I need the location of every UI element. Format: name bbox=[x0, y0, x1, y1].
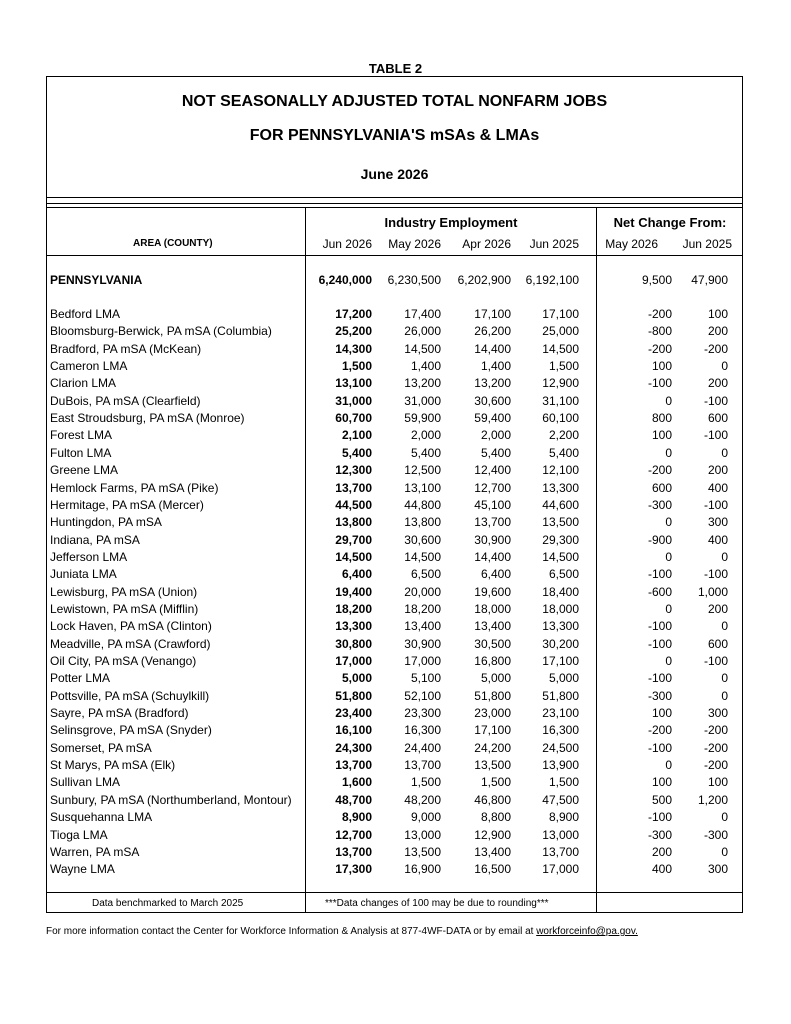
table-row bbox=[47, 446, 742, 463]
table-row bbox=[47, 533, 742, 550]
change-from-may-2026: 9,500 bbox=[641, 273, 672, 287]
value-may-2026: 44,800 bbox=[404, 497, 441, 512]
change-from-jun-2025: 200 bbox=[707, 376, 728, 391]
change-from-may-2026: -600 bbox=[647, 584, 672, 599]
value-jun-2025: 1,500 bbox=[548, 775, 579, 790]
value-jun-2025: 5,000 bbox=[548, 671, 579, 686]
table-row bbox=[47, 706, 742, 723]
value-jun-2025: 13,000 bbox=[542, 827, 579, 842]
value-may-2026: 9,000 bbox=[410, 810, 441, 825]
change-from-may-2026: 100 bbox=[651, 775, 672, 790]
value-may-2026: 1,400 bbox=[410, 359, 441, 374]
change-from-jun-2025: -100 bbox=[703, 567, 728, 582]
row-area: Huntingdon, PA mSA bbox=[50, 515, 162, 530]
value-jun-2026: 14,500 bbox=[335, 549, 372, 564]
change-from-may-2026: -300 bbox=[647, 688, 672, 703]
value-jun-2026: 5,000 bbox=[341, 671, 372, 686]
value-jun-2026: 13,700 bbox=[335, 758, 372, 773]
row-area: Lewistown, PA mSA (Mifflin) bbox=[50, 601, 199, 616]
period-title: June 2026 bbox=[360, 166, 429, 182]
value-jun-2025: 60,100 bbox=[542, 411, 579, 426]
row-area: Cameron LMA bbox=[50, 359, 128, 374]
change-from-may-2026: -900 bbox=[647, 532, 672, 547]
title-line-2: FOR PENNSYLVANIA'S mSAs & LMAs bbox=[249, 127, 540, 144]
value-jun-2026: 2,100 bbox=[341, 428, 372, 443]
change-from-may-2026: -800 bbox=[647, 324, 672, 339]
value-jun-2025: 13,300 bbox=[542, 619, 579, 634]
value-apr-2026: 16,500 bbox=[474, 862, 511, 877]
value-may-2026: 6,230,500 bbox=[387, 273, 441, 287]
row-area: Hemlock Farms, PA mSA (Pike) bbox=[50, 480, 219, 495]
change-from-jun-2025: -200 bbox=[703, 758, 728, 773]
value-apr-2026: 26,200 bbox=[474, 324, 511, 339]
change-from-may-2026: -100 bbox=[647, 376, 672, 391]
table-row bbox=[47, 637, 742, 654]
value-apr-2026: 14,400 bbox=[474, 549, 511, 564]
row-area: Sunbury, PA mSA (Northumberland, Montour) bbox=[50, 792, 292, 807]
value-may-2026: 13,000 bbox=[404, 827, 441, 842]
value-jun-2026: 17,300 bbox=[335, 862, 372, 877]
value-may-2026: 30,600 bbox=[404, 532, 441, 547]
value-jun-2026: 48,700 bbox=[335, 792, 372, 807]
row-area: Juniata LMA bbox=[50, 567, 117, 582]
table-label: TABLE 2 bbox=[368, 61, 423, 76]
change-from-may-2026: 600 bbox=[651, 480, 672, 495]
change-from-may-2026: 0 bbox=[665, 549, 672, 564]
row-area: East Stroudsburg, PA mSA (Monroe) bbox=[50, 411, 245, 426]
change-from-jun-2025: 0 bbox=[721, 359, 728, 374]
value-may-2026: 13,700 bbox=[404, 758, 441, 773]
table-row bbox=[47, 671, 742, 688]
value-apr-2026: 24,200 bbox=[474, 740, 511, 755]
row-area: Tioga LMA bbox=[50, 827, 108, 842]
value-may-2026: 59,900 bbox=[404, 411, 441, 426]
col-header-apr-2026: Apr 2026 bbox=[462, 237, 511, 251]
row-area: Greene LMA bbox=[50, 463, 119, 478]
row-area: Bradford, PA mSA (McKean) bbox=[50, 341, 202, 356]
table-row bbox=[47, 585, 742, 602]
change-from-jun-2025: 300 bbox=[707, 862, 728, 877]
value-apr-2026: 13,400 bbox=[474, 619, 511, 634]
value-jun-2026: 1,500 bbox=[341, 359, 372, 374]
value-apr-2026: 17,100 bbox=[474, 307, 511, 321]
change-from-may-2026: -200 bbox=[647, 307, 672, 321]
value-apr-2026: 16,800 bbox=[474, 654, 511, 668]
change-from-jun-2025: -300 bbox=[703, 827, 728, 842]
table-row bbox=[47, 515, 742, 532]
value-jun-2026: 6,240,000 bbox=[318, 273, 372, 287]
value-jun-2026: 17,000 bbox=[335, 654, 372, 668]
value-may-2026: 13,200 bbox=[404, 376, 441, 391]
value-jun-2026: 14,300 bbox=[335, 341, 372, 356]
value-jun-2025: 13,900 bbox=[542, 758, 579, 773]
change-from-may-2026: -200 bbox=[647, 341, 672, 356]
col-header-may-2026: May 2026 bbox=[388, 237, 441, 251]
value-apr-2026: 30,600 bbox=[474, 393, 511, 408]
value-apr-2026: 13,700 bbox=[474, 515, 511, 530]
change-from-may-2026: 100 bbox=[651, 706, 672, 721]
table-row bbox=[47, 411, 742, 428]
value-jun-2026: 51,800 bbox=[335, 688, 372, 703]
value-may-2026: 26,000 bbox=[404, 324, 441, 339]
value-jun-2025: 25,000 bbox=[542, 324, 579, 339]
value-jun-2025: 6,500 bbox=[548, 567, 579, 582]
value-may-2026: 5,100 bbox=[410, 671, 441, 686]
value-jun-2025: 17,000 bbox=[542, 862, 579, 877]
row-area: Sayre, PA mSA (Bradford) bbox=[50, 706, 189, 721]
value-may-2026: 13,400 bbox=[404, 619, 441, 634]
table-row bbox=[47, 602, 742, 619]
row-area: Bedford LMA bbox=[50, 307, 121, 321]
value-apr-2026: 5,000 bbox=[480, 671, 511, 686]
row-area: Forest LMA bbox=[50, 428, 113, 443]
change-from-jun-2025: 600 bbox=[707, 636, 728, 651]
value-jun-2026: 30,800 bbox=[335, 636, 372, 651]
value-jun-2025: 12,100 bbox=[542, 463, 579, 478]
value-may-2026: 13,500 bbox=[404, 844, 441, 859]
table-row bbox=[47, 324, 742, 341]
table-row bbox=[47, 775, 742, 792]
value-may-2026: 20,000 bbox=[404, 584, 441, 599]
value-may-2026: 48,200 bbox=[404, 792, 441, 807]
value-jun-2025: 44,600 bbox=[542, 497, 579, 512]
value-jun-2026: 12,700 bbox=[335, 827, 372, 842]
row-area: Clarion LMA bbox=[50, 376, 117, 391]
col-header-change-jun-2025: Jun 2025 bbox=[682, 237, 732, 251]
change-from-may-2026: 0 bbox=[665, 515, 672, 530]
row-area: Hermitage, PA mSA (Mercer) bbox=[50, 497, 204, 512]
change-from-jun-2025: -100 bbox=[703, 393, 728, 408]
contact-text: For more information contact the Center for Workforce Information & Analysis at 877-4WF-DATA or by email at bbox=[46, 926, 537, 937]
value-jun-2026: 24,300 bbox=[335, 740, 372, 755]
value-jun-2025: 17,100 bbox=[542, 654, 579, 668]
change-from-jun-2025: 1,200 bbox=[697, 792, 728, 807]
change-from-may-2026: -300 bbox=[647, 497, 672, 512]
value-may-2026: 13,800 bbox=[404, 515, 441, 530]
value-may-2026: 52,100 bbox=[404, 688, 441, 703]
row-area: Wayne LMA bbox=[50, 862, 115, 877]
title-divider bbox=[47, 197, 742, 198]
value-may-2026: 31,000 bbox=[404, 393, 441, 408]
value-may-2026: 6,500 bbox=[410, 567, 441, 582]
value-jun-2025: 8,900 bbox=[548, 810, 579, 825]
value-jun-2026: 13,700 bbox=[335, 480, 372, 495]
value-jun-2026: 13,300 bbox=[335, 619, 372, 634]
value-may-2026: 5,400 bbox=[410, 445, 441, 460]
state-row bbox=[47, 273, 742, 290]
table-row bbox=[47, 463, 742, 480]
table-row bbox=[47, 862, 742, 879]
table-frame bbox=[46, 76, 743, 913]
value-apr-2026: 8,800 bbox=[480, 810, 511, 825]
value-jun-2025: 14,500 bbox=[542, 549, 579, 564]
value-may-2026: 17,000 bbox=[404, 654, 441, 668]
table-row bbox=[47, 567, 742, 584]
value-may-2026: 24,400 bbox=[404, 740, 441, 755]
value-apr-2026: 14,400 bbox=[474, 341, 511, 356]
title-divider-3 bbox=[47, 207, 742, 208]
value-jun-2025: 18,000 bbox=[542, 601, 579, 616]
value-apr-2026: 23,000 bbox=[474, 706, 511, 721]
change-from-jun-2025: -100 bbox=[703, 428, 728, 443]
table-row bbox=[47, 481, 742, 498]
benchmark-note: Data benchmarked to March 2025 bbox=[92, 898, 244, 909]
value-apr-2026: 17,100 bbox=[474, 723, 511, 738]
change-from-jun-2025: 400 bbox=[707, 480, 728, 495]
change-from-may-2026: 0 bbox=[665, 445, 672, 460]
change-from-jun-2025: -200 bbox=[703, 341, 728, 356]
change-from-may-2026: 0 bbox=[665, 601, 672, 616]
change-from-may-2026: 0 bbox=[665, 654, 672, 668]
contact-email-link[interactable]: workforceinfo@pa.gov. bbox=[536, 926, 638, 937]
change-from-may-2026: 100 bbox=[651, 428, 672, 443]
change-from-may-2026: 800 bbox=[651, 411, 672, 426]
change-from-jun-2025: 100 bbox=[707, 775, 728, 790]
value-apr-2026: 6,202,900 bbox=[457, 273, 511, 287]
header-divider bbox=[47, 255, 742, 256]
change-from-jun-2025: -200 bbox=[703, 723, 728, 738]
row-area: PENNSYLVANIA bbox=[50, 273, 143, 287]
value-jun-2026: 18,200 bbox=[335, 601, 372, 616]
change-from-jun-2025: 600 bbox=[707, 411, 728, 426]
table-row bbox=[47, 741, 742, 758]
row-area: Pottsville, PA mSA (Schuylkill) bbox=[50, 688, 210, 703]
value-apr-2026: 13,500 bbox=[474, 758, 511, 773]
change-from-may-2026: -300 bbox=[647, 827, 672, 842]
value-jun-2025: 13,700 bbox=[542, 844, 579, 859]
row-area: Lock Haven, PA mSA (Clinton) bbox=[50, 619, 212, 634]
value-jun-2026: 13,100 bbox=[335, 376, 372, 391]
change-from-jun-2025: 0 bbox=[721, 844, 728, 859]
row-area: DuBois, PA mSA (Clearfield) bbox=[50, 393, 201, 408]
value-jun-2026: 5,400 bbox=[341, 445, 372, 460]
footer-divider bbox=[47, 892, 742, 893]
value-jun-2025: 31,100 bbox=[542, 393, 579, 408]
value-jun-2025: 13,500 bbox=[542, 515, 579, 530]
value-jun-2026: 44,500 bbox=[335, 497, 372, 512]
table-row bbox=[47, 758, 742, 775]
value-jun-2026: 29,700 bbox=[335, 532, 372, 547]
change-from-jun-2025: 0 bbox=[721, 810, 728, 825]
row-area: Susquehanna LMA bbox=[50, 810, 153, 825]
value-jun-2026: 13,700 bbox=[335, 844, 372, 859]
value-jun-2025: 12,900 bbox=[542, 376, 579, 391]
row-area: Somerset, PA mSA bbox=[50, 740, 152, 755]
change-from-jun-2025: 300 bbox=[707, 706, 728, 721]
table-row bbox=[47, 359, 742, 376]
value-apr-2026: 13,400 bbox=[474, 844, 511, 859]
table-row bbox=[47, 689, 742, 706]
table-row bbox=[47, 550, 742, 567]
change-from-jun-2025: 0 bbox=[721, 549, 728, 564]
table-row bbox=[47, 394, 742, 411]
change-from-jun-2025: 200 bbox=[707, 463, 728, 478]
row-area: Lewisburg, PA mSA (Union) bbox=[50, 584, 198, 599]
value-may-2026: 18,200 bbox=[404, 601, 441, 616]
change-from-may-2026: 400 bbox=[651, 862, 672, 877]
change-from-may-2026: -100 bbox=[647, 810, 672, 825]
change-from-jun-2025: 400 bbox=[707, 532, 728, 547]
value-jun-2025: 24,500 bbox=[542, 740, 579, 755]
value-may-2026: 14,500 bbox=[404, 549, 441, 564]
value-jun-2026: 23,400 bbox=[335, 706, 372, 721]
value-jun-2025: 29,300 bbox=[542, 532, 579, 547]
area-column-header: AREA (COUNTY) bbox=[133, 238, 213, 249]
table-row bbox=[47, 654, 742, 671]
change-from-jun-2025: 0 bbox=[721, 445, 728, 460]
value-may-2026: 1,500 bbox=[410, 775, 441, 790]
title-divider-2 bbox=[47, 203, 742, 204]
change-from-jun-2025: 200 bbox=[707, 324, 728, 339]
row-area: St Marys, PA mSA (Elk) bbox=[50, 758, 176, 773]
value-jun-2025: 13,300 bbox=[542, 480, 579, 495]
value-jun-2025: 14,500 bbox=[542, 341, 579, 356]
title-line-1: NOT SEASONALLY ADJUSTED TOTAL NONFARM JOBS bbox=[181, 93, 608, 110]
row-area: Indiana, PA mSA bbox=[50, 532, 140, 547]
table-row bbox=[47, 342, 742, 359]
value-jun-2025: 1,500 bbox=[548, 359, 579, 374]
value-apr-2026: 12,700 bbox=[474, 480, 511, 495]
change-from-jun-2025: -200 bbox=[703, 740, 728, 755]
value-jun-2025: 18,400 bbox=[542, 584, 579, 599]
row-area: Jefferson LMA bbox=[50, 549, 128, 564]
change-from-may-2026: -100 bbox=[647, 636, 672, 651]
value-apr-2026: 45,100 bbox=[474, 497, 511, 512]
value-apr-2026: 18,000 bbox=[474, 601, 511, 616]
value-apr-2026: 2,000 bbox=[480, 428, 511, 443]
change-from-may-2026: -100 bbox=[647, 740, 672, 755]
value-may-2026: 17,400 bbox=[404, 307, 441, 321]
table-row bbox=[47, 428, 742, 445]
value-jun-2025: 16,300 bbox=[542, 723, 579, 738]
value-jun-2026: 13,800 bbox=[335, 515, 372, 530]
value-jun-2026: 12,300 bbox=[335, 463, 372, 478]
value-jun-2026: 8,900 bbox=[341, 810, 372, 825]
change-from-may-2026: -100 bbox=[647, 567, 672, 582]
value-may-2026: 14,500 bbox=[404, 341, 441, 356]
value-apr-2026: 30,900 bbox=[474, 532, 511, 547]
value-apr-2026: 46,800 bbox=[474, 792, 511, 807]
change-from-may-2026: -100 bbox=[647, 619, 672, 634]
value-jun-2025: 2,200 bbox=[548, 428, 579, 443]
change-from-may-2026: 0 bbox=[665, 758, 672, 773]
table-row bbox=[47, 723, 742, 740]
row-area: Oil City, PA mSA (Venango) bbox=[50, 654, 197, 668]
change-from-jun-2025: 300 bbox=[707, 515, 728, 530]
table-row bbox=[47, 307, 742, 324]
row-area: Bloomsburg-Berwick, PA mSA (Columbia) bbox=[50, 324, 272, 339]
change-from-jun-2025: 0 bbox=[721, 671, 728, 686]
value-jun-2026: 6,400 bbox=[341, 567, 372, 582]
row-area: Fulton LMA bbox=[50, 445, 112, 460]
value-apr-2026: 12,400 bbox=[474, 463, 511, 478]
row-area: Selinsgrove, PA mSA (Snyder) bbox=[50, 723, 212, 738]
value-may-2026: 12,500 bbox=[404, 463, 441, 478]
table-row bbox=[47, 793, 742, 810]
value-apr-2026: 12,900 bbox=[474, 827, 511, 842]
change-from-jun-2025: 100 bbox=[707, 307, 728, 321]
change-from-jun-2025: -100 bbox=[703, 497, 728, 512]
change-from-jun-2025: 1,000 bbox=[697, 584, 728, 599]
contact-line bbox=[46, 926, 638, 937]
value-jun-2026: 60,700 bbox=[335, 411, 372, 426]
value-may-2026: 16,300 bbox=[404, 723, 441, 738]
value-apr-2026: 30,500 bbox=[474, 636, 511, 651]
change-from-jun-2025: -100 bbox=[703, 654, 728, 668]
value-apr-2026: 6,400 bbox=[480, 567, 511, 582]
change-from-may-2026: 500 bbox=[651, 792, 672, 807]
change-from-may-2026: -200 bbox=[647, 723, 672, 738]
table-row bbox=[47, 619, 742, 636]
value-may-2026: 13,100 bbox=[404, 480, 441, 495]
value-jun-2025: 47,500 bbox=[542, 792, 579, 807]
change-from-may-2026: -100 bbox=[647, 671, 672, 686]
change-from-jun-2025: 47,900 bbox=[691, 273, 728, 287]
value-jun-2026: 17,200 bbox=[335, 307, 372, 321]
change-from-jun-2025: 200 bbox=[707, 601, 728, 616]
table-row bbox=[47, 376, 742, 393]
net-change-header: Net Change From: bbox=[613, 215, 727, 230]
table-row bbox=[47, 845, 742, 862]
industry-employment-header: Industry Employment bbox=[384, 215, 518, 230]
table-row bbox=[47, 810, 742, 827]
rounding-note: ***Data changes of 100 may be due to rounding*** bbox=[325, 898, 549, 909]
change-from-may-2026: 200 bbox=[651, 844, 672, 859]
value-apr-2026: 19,600 bbox=[474, 584, 511, 599]
value-jun-2026: 25,200 bbox=[335, 324, 372, 339]
value-jun-2025: 51,800 bbox=[542, 688, 579, 703]
table-row bbox=[47, 498, 742, 515]
change-from-jun-2025: 0 bbox=[721, 688, 728, 703]
value-jun-2025: 6,192,100 bbox=[525, 273, 579, 287]
value-jun-2025: 5,400 bbox=[548, 445, 579, 460]
value-jun-2026: 31,000 bbox=[335, 393, 372, 408]
value-apr-2026: 51,800 bbox=[474, 688, 511, 703]
value-apr-2026: 13,200 bbox=[474, 376, 511, 391]
change-from-may-2026: 0 bbox=[665, 393, 672, 408]
change-from-may-2026: 100 bbox=[651, 359, 672, 374]
value-may-2026: 16,900 bbox=[404, 862, 441, 877]
col-header-change-may-2026: May 2026 bbox=[605, 237, 658, 251]
value-jun-2026: 16,100 bbox=[335, 723, 372, 738]
row-area: Potter LMA bbox=[50, 671, 111, 686]
value-jun-2025: 23,100 bbox=[542, 706, 579, 721]
value-may-2026: 2,000 bbox=[410, 428, 441, 443]
value-may-2026: 23,300 bbox=[404, 706, 441, 721]
value-apr-2026: 1,400 bbox=[480, 359, 511, 374]
col-header-jun-2026: Jun 2026 bbox=[322, 237, 372, 251]
col-header-jun-2025: Jun 2025 bbox=[529, 237, 579, 251]
row-area: Meadville, PA mSA (Crawford) bbox=[50, 636, 211, 651]
value-jun-2026: 1,600 bbox=[341, 775, 372, 790]
value-jun-2026: 19,400 bbox=[335, 584, 372, 599]
value-apr-2026: 1,500 bbox=[480, 775, 511, 790]
value-may-2026: 30,900 bbox=[404, 636, 441, 651]
change-from-jun-2025: 0 bbox=[721, 619, 728, 634]
row-area: Warren, PA mSA bbox=[50, 844, 140, 859]
value-apr-2026: 59,400 bbox=[474, 411, 511, 426]
change-from-may-2026: -200 bbox=[647, 463, 672, 478]
value-jun-2025: 17,100 bbox=[542, 307, 579, 321]
table-row bbox=[47, 828, 742, 845]
value-apr-2026: 5,400 bbox=[480, 445, 511, 460]
value-jun-2025: 30,200 bbox=[542, 636, 579, 651]
row-area: Sullivan LMA bbox=[50, 775, 121, 790]
